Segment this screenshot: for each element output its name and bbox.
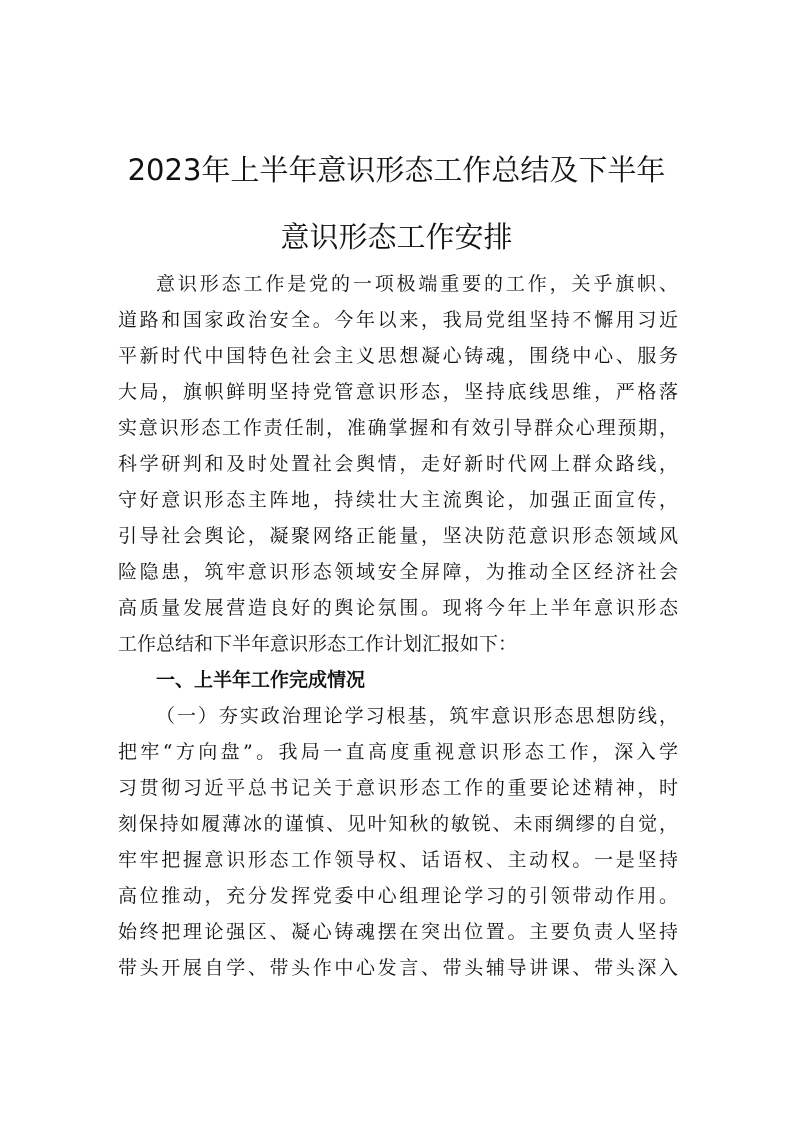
section-line: 刻保持如履薄冰的谨慎、见叶知秋的敏锐、未雨绸缪的自觉， <box>118 813 678 835</box>
section-line: （一）夯实政治理论学习根基，筑牢意识形态思想防线， <box>156 705 678 727</box>
intro-line: 高质量发展营造良好的舆论氛围。现将今年上半年意识形态 <box>118 597 678 619</box>
intro-line: 引导社会舆论，凝聚网络正能量，坚决防范意识形态领域风 <box>118 525 678 547</box>
intro-line: 守好意识形态主阵地，持续壮大主流舆论，加强正面宣传， <box>118 489 678 511</box>
intro-line: 险隐患，筑牢意识形态领域安全屏障，为推动全区经济社会 <box>118 561 678 583</box>
intro-line: 实意识形态工作责任制，准确掌握和有效引导群众心理预期， <box>118 417 678 439</box>
section-heading: 一、上半年工作完成情况 <box>156 669 366 691</box>
document-title-line-1: 2023年上半年意识形态工作总结及下半年 <box>127 153 666 187</box>
intro-line: 平新时代中国特色社会主义思想凝心铸魂，围绕中心、服务 <box>118 345 678 367</box>
section-line: 高位推动，充分发挥党委中心组理论学习的引领带动作用。 <box>118 885 678 907</box>
intro-line: 工作总结和下半年意识形态工作计划汇报如下： <box>118 633 518 655</box>
intro-line: 意识形态工作是党的一项极端重要的工作，关乎旗帜、 <box>156 273 678 295</box>
section-line: 习贯彻习近平总书记关于意识形态工作的重要论述精神，时 <box>118 777 678 799</box>
section-line: 牢牢把握意识形态工作领导权、话语权、主动权。一是坚持 <box>118 849 678 871</box>
intro-line: 道路和国家政治安全。今年以来，我局党组坚持不懈用习近 <box>118 309 678 331</box>
section-line: 带头开展自学、带头作中心发言、带头辅导讲课、带头深入 <box>118 957 678 979</box>
section-line: 把牢“方向盘”。我局一直高度重视意识形态工作，深入学 <box>118 741 678 763</box>
document-title-line-2: 意识形态工作安排 <box>280 220 513 254</box>
intro-line: 科学研判和及时处置社会舆情，走好新时代网上群众路线， <box>118 453 678 475</box>
document-body <box>118 266 678 986</box>
section-line: 始终把理论强区、凝心铸魂摆在突出位置。主要负责人坚持 <box>118 921 678 943</box>
intro-line: 大局，旗帜鲜明坚持党管意识形态，坚持底线思维，严格落 <box>118 381 678 403</box>
